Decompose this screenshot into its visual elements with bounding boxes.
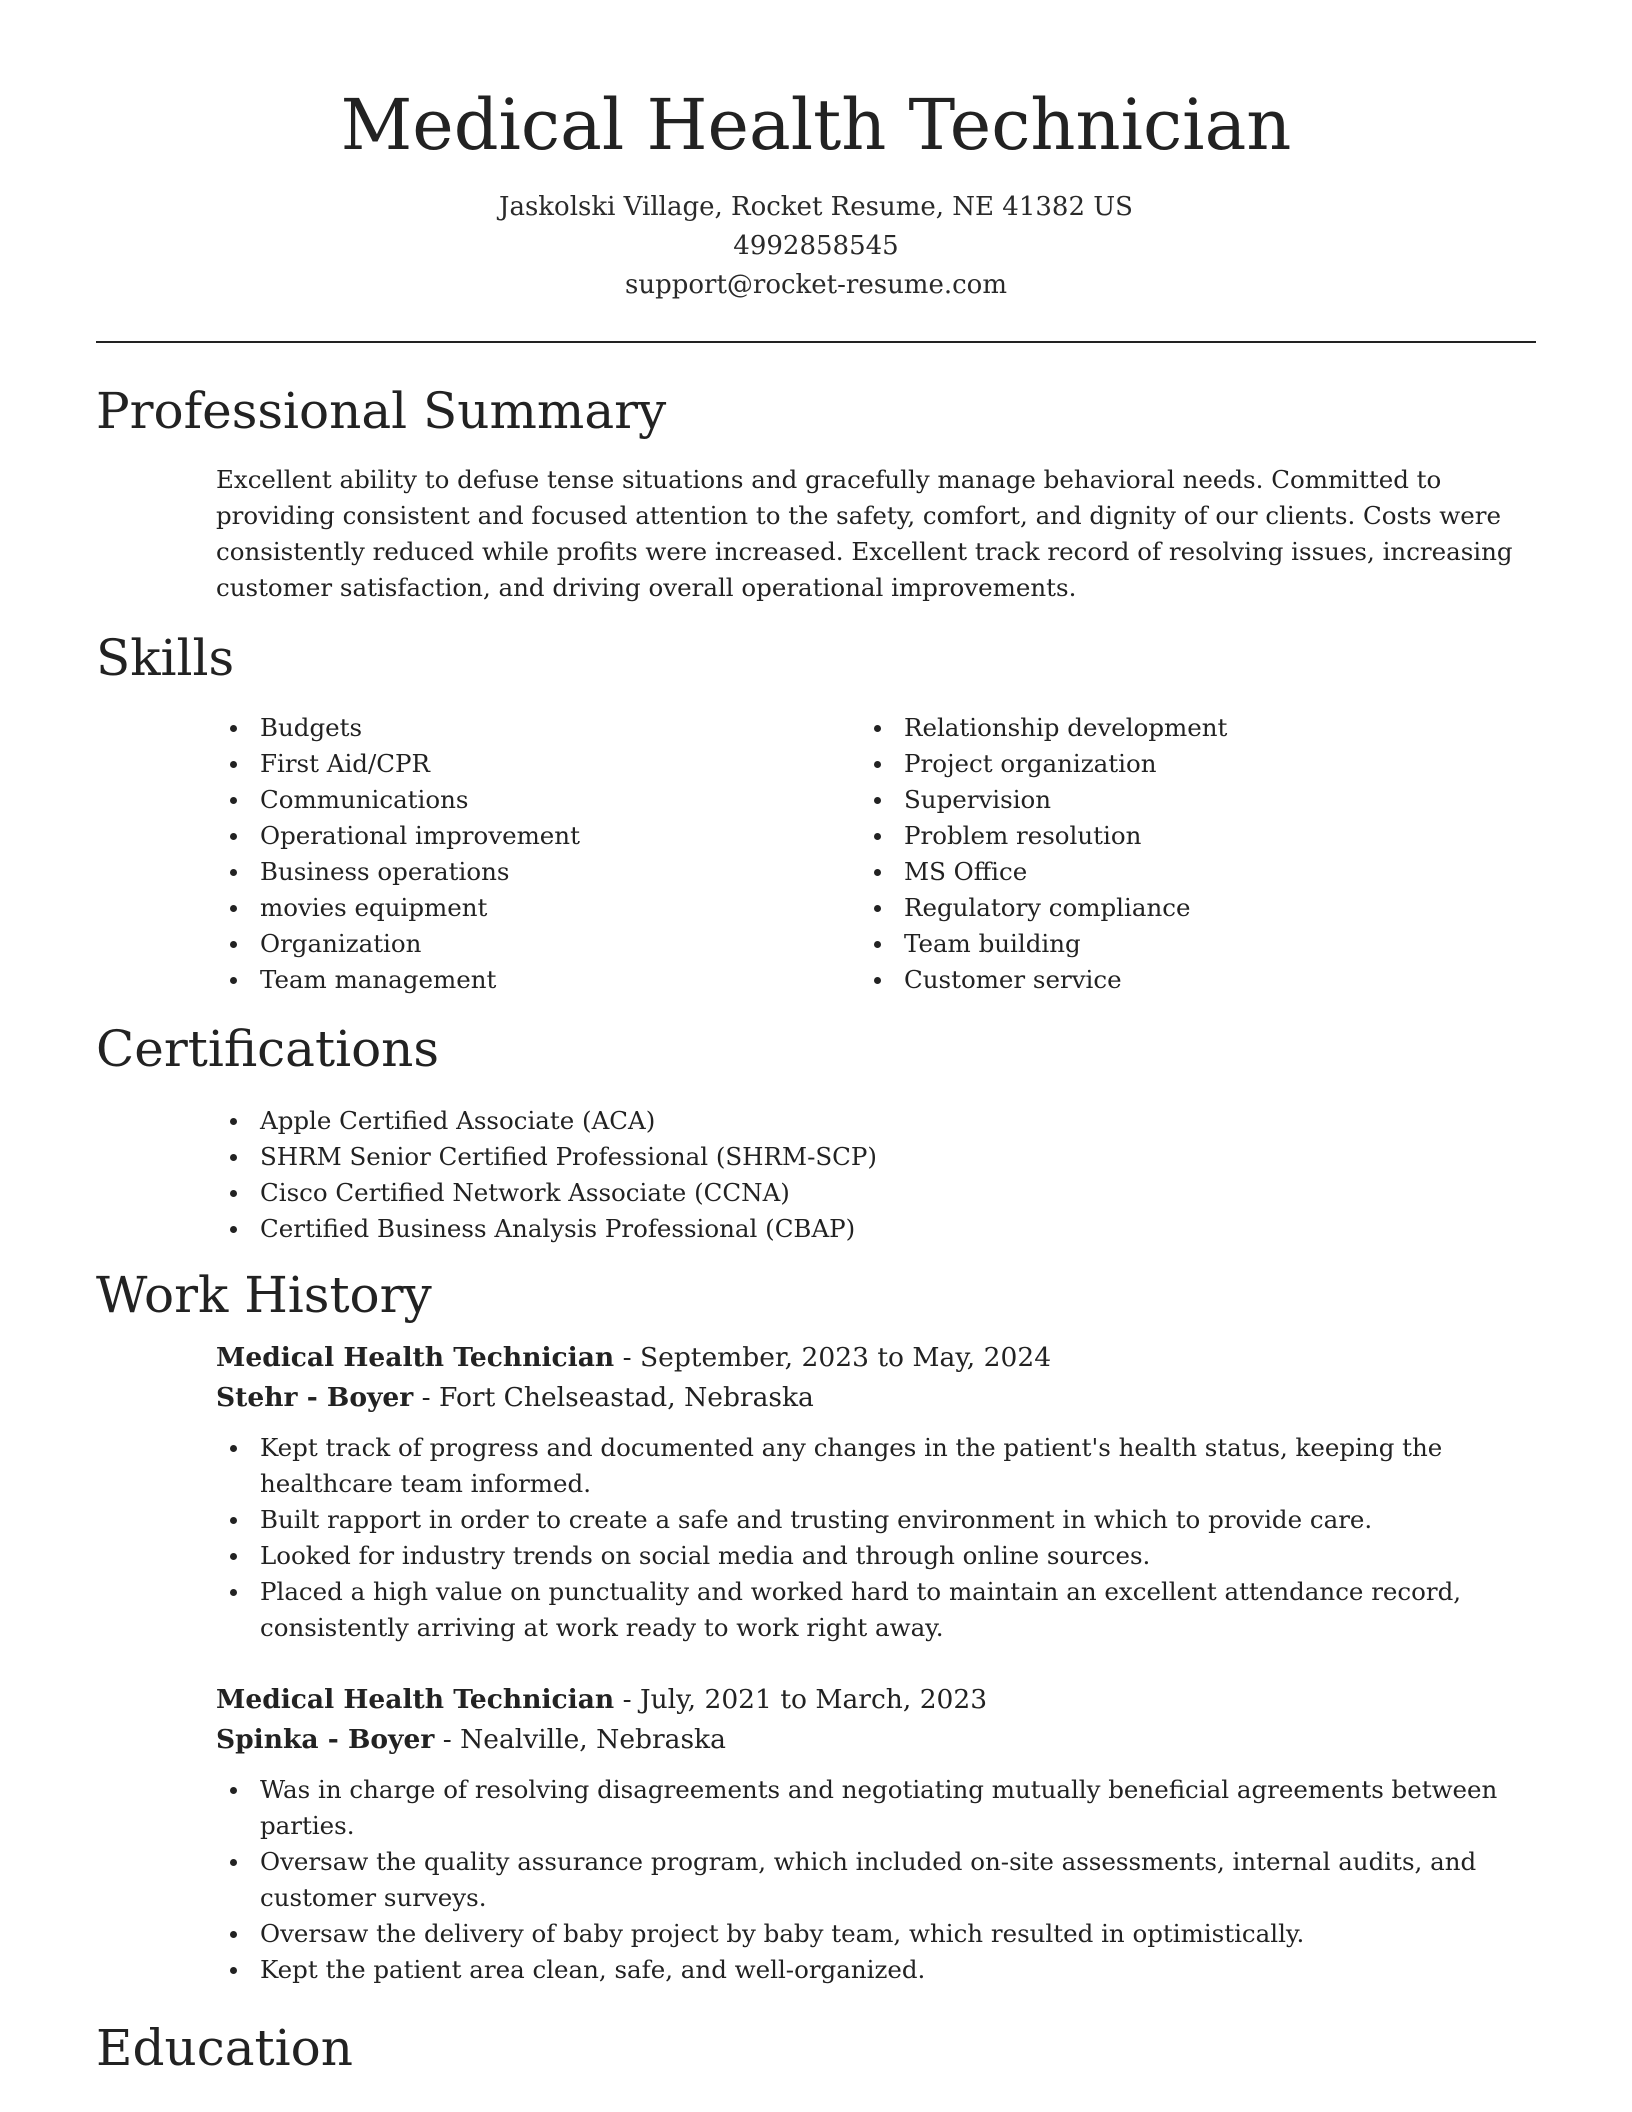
contact-phone: 4992858545 — [733, 231, 899, 261]
job-location: - Nealville, Nebraska — [434, 1724, 726, 1755]
job-title-line — [216, 1680, 1546, 1720]
job-duty-item: Kept track of progress and documented any changes in the patient's health status, keeping the healthcare team informed. — [216, 1430, 1546, 1502]
skill-item: Relationship development — [860, 710, 1227, 746]
skills-column-left — [216, 710, 580, 998]
section-title-work-history: Work History — [96, 1266, 432, 1324]
job-employer: Spinka - Boyer — [216, 1724, 435, 1755]
contact-info — [0, 188, 1632, 305]
contact-email: support@rocket-resume.com — [624, 270, 1007, 300]
skill-item: Operational improvement — [216, 818, 580, 854]
skill-item: Regulatory compliance — [860, 890, 1227, 926]
job-entry — [216, 1338, 1546, 1646]
section-title-skills: Skills — [96, 629, 235, 687]
skill-item: Team management — [216, 962, 580, 998]
job-title-line — [216, 1338, 1546, 1378]
skill-item: Business operations — [216, 854, 580, 890]
job-duties-list — [216, 1772, 1546, 1988]
job-duty-item: Oversaw the quality assurance program, which included on-site assessments, internal audits, and customer surveys. — [216, 1844, 1546, 1916]
job-role: Medical Health Technician — [216, 1342, 615, 1373]
job-duty-item: Built rapport in order to create a safe and trusting environment in which to provide care. — [216, 1502, 1546, 1538]
job-duty-item: Placed a high value on punctuality and worked hard to maintain an excellent attendance record, consistently arriving at work ready to work right away. — [216, 1574, 1546, 1646]
summary-text: Excellent ability to defuse tense situations and gracefully manage behavioral needs. Committed to providing consistent and focused attention to the safety, comfort, and dignity of our clients. Costs were consistently reduced while profits were increased. Excellent track record of resolving issues, increasing customer satisfaction, and driving overall operational improvements. — [216, 465, 1513, 602]
job-employer: Stehr - Boyer — [216, 1382, 414, 1413]
section-title-education: Education — [96, 2019, 353, 2077]
skill-item: movies equipment — [216, 890, 580, 926]
skills-column-right — [860, 710, 1227, 998]
skill-item: Supervision — [860, 782, 1227, 818]
skill-item: First Aid/CPR — [216, 746, 580, 782]
certification-item: SHRM Senior Certified Professional (SHRM-SCP) — [216, 1139, 877, 1175]
skill-item: Communications — [216, 782, 580, 818]
certification-item: Cisco Certified Network Associate (CCNA) — [216, 1175, 877, 1211]
job-location: - Fort Chelseastad, Nebraska — [413, 1382, 814, 1413]
skill-item: Project organization — [860, 746, 1227, 782]
certification-item: Certified Business Analysis Professional (CBAP) — [216, 1211, 877, 1247]
candidate-name: Medical Health Technician — [340, 84, 1292, 166]
certification-item: Apple Certified Associate (ACA) — [216, 1103, 877, 1139]
job-company-line — [216, 1720, 1546, 1760]
job-dates: - July, 2021 to March, 2023 — [614, 1684, 988, 1715]
contact-address: Jaskolski Village, Rocket Resume, NE 41382 US — [499, 192, 1133, 222]
job-duty-item: Oversaw the delivery of baby project by baby team, which resulted in optimistically. — [216, 1916, 1546, 1952]
header-divider — [96, 341, 1536, 343]
certifications-block — [216, 1103, 877, 1247]
skill-item: Budgets — [216, 710, 580, 746]
skill-item: MS Office — [860, 854, 1227, 890]
skills-list-left — [216, 710, 580, 998]
job-duties-list — [216, 1430, 1546, 1646]
section-title-summary: Professional Summary — [96, 382, 667, 440]
skill-item: Team building — [860, 926, 1227, 962]
skill-item: Customer service — [860, 962, 1227, 998]
job-dates: - September, 2023 to May, 2024 — [614, 1342, 1052, 1373]
job-duty-item: Looked for industry trends on social media and through online sources. — [216, 1538, 1546, 1574]
job-company-line — [216, 1378, 1546, 1418]
job-duty-item: Kept the patient area clean, safe, and well-organized. — [216, 1952, 1546, 1988]
job-duty-item: Was in charge of resolving disagreements and negotiating mutually beneficial agreements between parties. — [216, 1772, 1546, 1844]
certifications-list — [216, 1103, 877, 1247]
section-title-certifications: Certifications — [96, 1020, 440, 1078]
skills-list-right — [860, 710, 1227, 998]
resume-header — [0, 80, 1632, 305]
job-role: Medical Health Technician — [216, 1684, 615, 1715]
skill-item: Problem resolution — [860, 818, 1227, 854]
job-entry — [216, 1680, 1546, 1988]
skill-item: Organization — [216, 926, 580, 962]
